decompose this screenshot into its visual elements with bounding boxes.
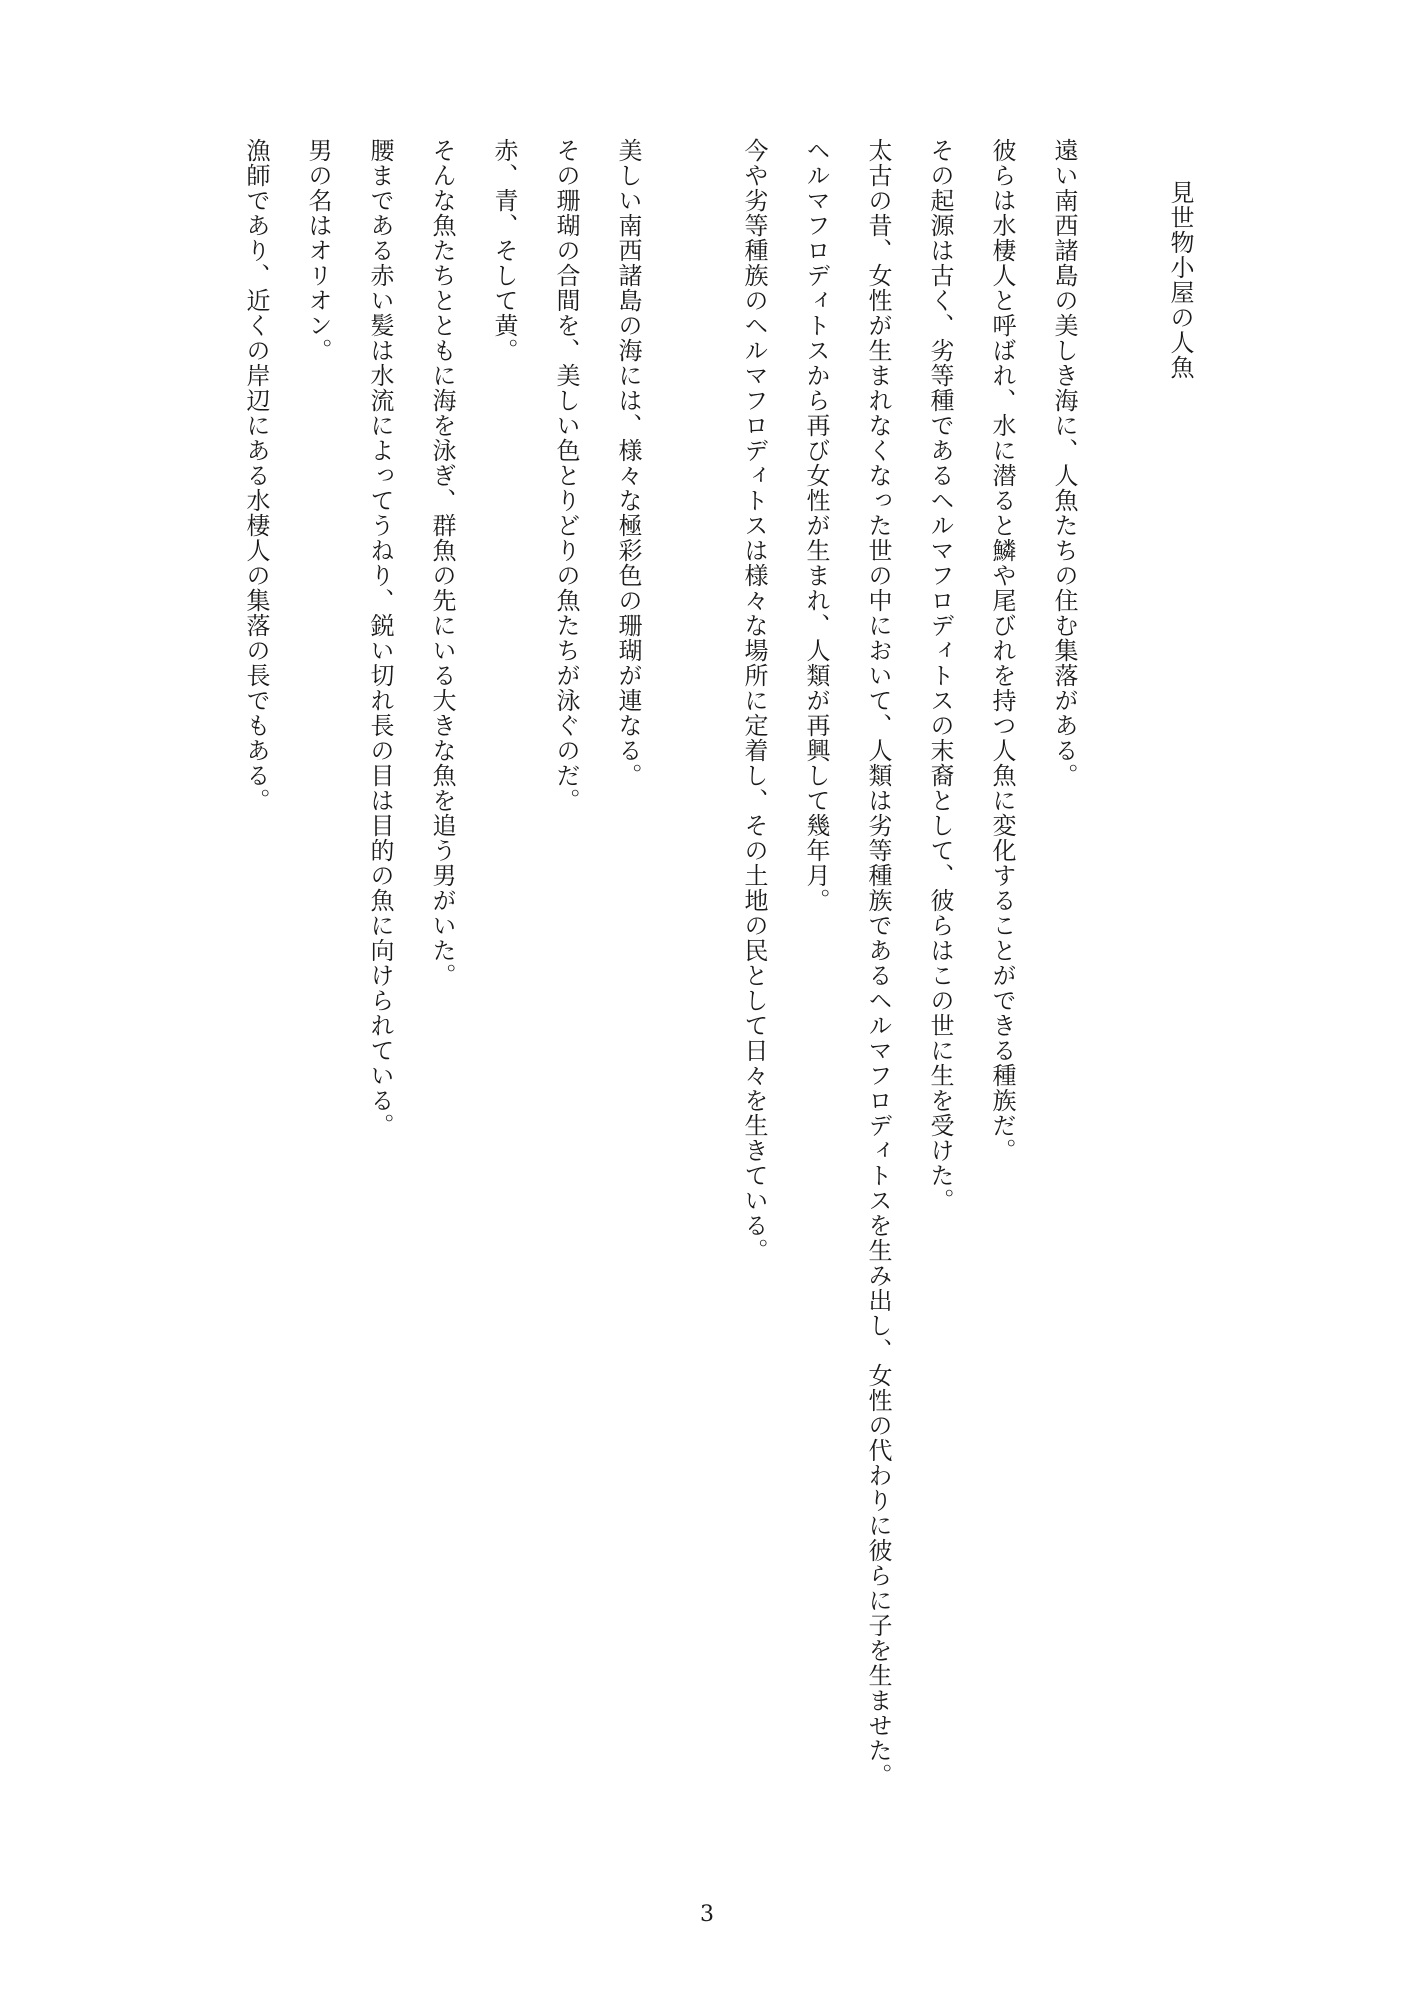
paragraph: 赤、青、そして黄。	[490, 138, 518, 363]
paragraph: ヘルマフロディトスから再び女性が生まれ、人類が再興して幾年月。	[802, 138, 830, 913]
page-number: 3	[700, 1902, 714, 1927]
paragraph: 今や劣等種族のヘルマフロディトスは様々な場所に定着し、その土地の民として日々を生きている。	[740, 138, 768, 1263]
paragraph: 太古の昔、女性が生まれなくなった世の中において、人類は劣等種族であるヘルマフロディトスを生み出し、女性の代わりに彼らに子を生ませた。	[864, 138, 892, 1788]
paragraph: そんな魚たちとともに海を泳ぎ、群魚の先にいる大きな魚を追う男がいた。	[428, 138, 456, 988]
paragraph: 漁師であり、近くの岸辺にある水棲人の集落の長でもある。	[242, 138, 270, 813]
paragraph: 男の名はオリオン。	[304, 138, 332, 363]
chapter-title: 見世物小屋の人魚	[1166, 180, 1194, 380]
paragraph: 彼らは水棲人と呼ばれ、水に潜ると鱗や尾びれを持つ人魚に変化することができる種族だ。	[988, 138, 1016, 1163]
paragraph: 遠い南西諸島の美しき海に、人魚たちの住む集落がある。	[1050, 138, 1078, 788]
paragraph: 美しい南西諸島の海には、様々な極彩色の珊瑚が連なる。	[614, 138, 642, 788]
paragraph: その珊瑚の合間を、美しい色とりどりの魚たちが泳ぐのだ。	[552, 138, 580, 813]
paragraph: 腰まである赤い髪は水流によってうねり、鋭い切れ長の目は目的の魚に向けられている。	[366, 138, 394, 1138]
paragraph: その起源は古く、劣等種であるヘルマフロディトスの末裔として、彼らはこの世に生を受けた。	[926, 138, 954, 1213]
